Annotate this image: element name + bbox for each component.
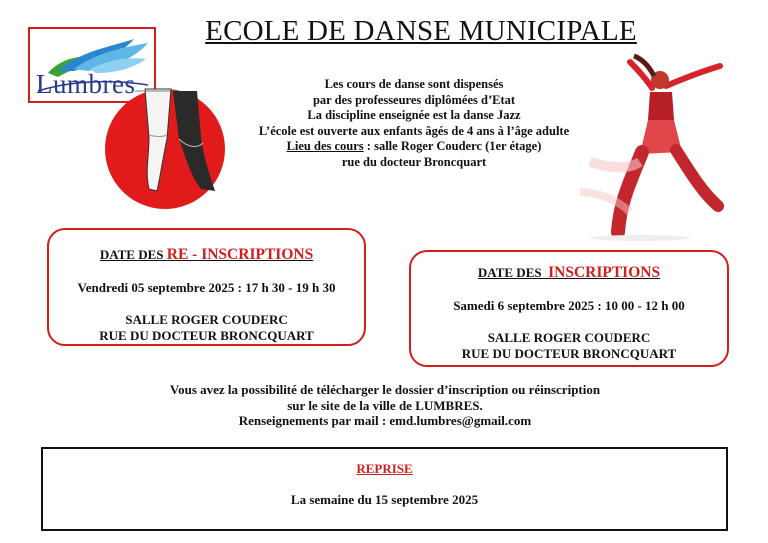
page-title: ECOLE DE DANSE MUNICIPALE bbox=[205, 15, 637, 47]
intro-line: Les cours de danse sont dispensés bbox=[324, 77, 504, 91]
intro-line: rue du docteur Broncquart bbox=[341, 154, 487, 169]
place-line: SALLE ROGER COUDERC bbox=[487, 330, 651, 345]
info-line: Vous avez la possibilité de télécharger le dossier d’inscription ou réinscription bbox=[169, 382, 601, 397]
heading-accent: INSCRIPTIONS bbox=[548, 264, 661, 281]
heading-prefix: DATE DES bbox=[477, 265, 549, 280]
location-value: : salle Roger Couderc (1er étage) bbox=[363, 139, 542, 153]
reinscriptions-box bbox=[47, 228, 366, 346]
intro-line: La discipline enseignée est la danse Jazz bbox=[307, 108, 521, 122]
intro-text bbox=[225, 77, 603, 170]
heading-accent: RE - INSCRIPTIONS bbox=[166, 246, 314, 263]
reprise-box bbox=[41, 447, 728, 531]
place-line: SALLE ROGER COUDERC bbox=[125, 312, 288, 327]
inscriptions-box bbox=[409, 250, 729, 367]
logo-text: Lumbres bbox=[36, 69, 136, 99]
intro-line: L’école est ouverte aux enfants âgés de 4 ans à l’âge adulte bbox=[258, 123, 570, 138]
inscriptions-heading bbox=[411, 264, 727, 282]
reprise-title: REPRISE bbox=[356, 461, 413, 476]
place-line: RUE DU DOCTEUR BRONCQUART bbox=[99, 327, 314, 343]
inscriptions-place bbox=[411, 330, 727, 361]
place-line: RUE DU DOCTEUR BRONCQUART bbox=[461, 345, 677, 361]
inscriptions-date: Samedi 6 septembre 2025 : 10 00 - 12 h 00 bbox=[453, 298, 685, 313]
reinscriptions-date: Vendredi 05 septembre 2025 : 17 h 30 - 19 h 30 bbox=[77, 280, 336, 295]
intro-line: par des professeures diplômées d’Etat bbox=[312, 92, 516, 107]
reinscriptions-place bbox=[49, 312, 364, 343]
reinscriptions-heading bbox=[49, 246, 364, 264]
reprise-date: La semaine du 15 septembre 2025 bbox=[290, 492, 479, 507]
info-text bbox=[100, 382, 670, 429]
info-line: sur le site de la ville de LUMBRES. bbox=[287, 397, 483, 413]
location-label: Lieu des cours bbox=[286, 139, 364, 153]
intro-location-line bbox=[225, 139, 603, 155]
heading-prefix: DATE DES bbox=[99, 247, 167, 262]
info-contact-line: Renseignements par mail : emd.lumbres@gmail.com bbox=[238, 413, 532, 428]
